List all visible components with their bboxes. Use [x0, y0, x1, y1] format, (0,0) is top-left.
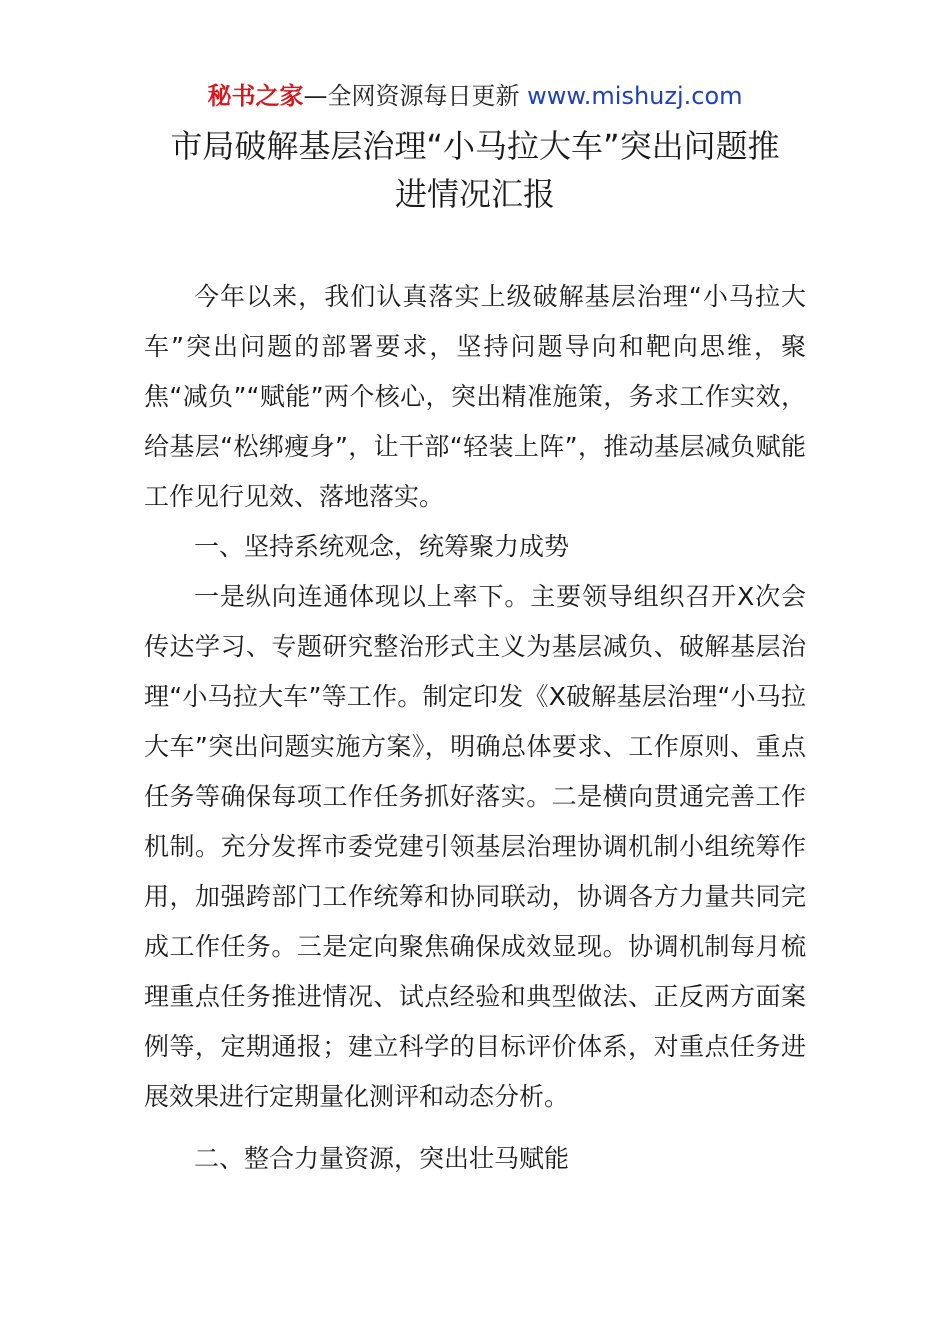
section-heading-1: 一、坚持系统观念，统筹聚力成势: [194, 532, 570, 561]
brand-name: 秘书之家: [207, 82, 304, 110]
site-url[interactable]: www.mishuzj.com: [519, 82, 743, 110]
site-header: [0, 78, 950, 114]
document-body: [144, 272, 806, 1184]
header-slogan: —全网资源每日更新: [303, 82, 520, 110]
section-1-paragraph: 一是纵向连通体现以上率下。主要领导组织召开X次会传达学习、专题研究整治形式主义为基层减负、破解基层治理“小马拉大车”等工作。制定印发《X破解基层治理“小马拉大车”突出问题实施方案》，明确总体要求、工作原则、重点任务等确保每项工作任务抓好落实。二是横向贯通完善工作机制。充分发挥市委党建引领基层治理协调机制小组统筹作用，加强跨部门工作统筹和协同联动，协调各方力量共同完成工作任务。三是定向聚焦确保成效显现。协调机制每月梳理重点任务推进情况、试点经验和典型做法、正反两方面案例等，定期通报；建立科学的目标评价体系，对重点任务进展效果进行定期量化测评和动态分析。: [144, 582, 806, 1111]
title-line-1: 市局破解基层治理“小马拉大车”突出问题推: [170, 127, 780, 165]
section-heading-2: 二、整合力量资源，突出壮马赋能: [194, 1144, 570, 1173]
document-title: [120, 122, 830, 218]
intro-paragraph: 今年以来，我们认真落实上级破解基层治理“小马拉大车”突出问题的部署要求，坚持问题导向和靶向思维，聚焦“减负”“赋能”两个核心，突出精准施策，务求工作实效，给基层“松绑瘦身”，让干部“轻装上阵”，推动基层减负赋能工作见行见效、落地落实。: [144, 282, 806, 511]
title-line-2: 进情况汇报: [394, 175, 555, 213]
